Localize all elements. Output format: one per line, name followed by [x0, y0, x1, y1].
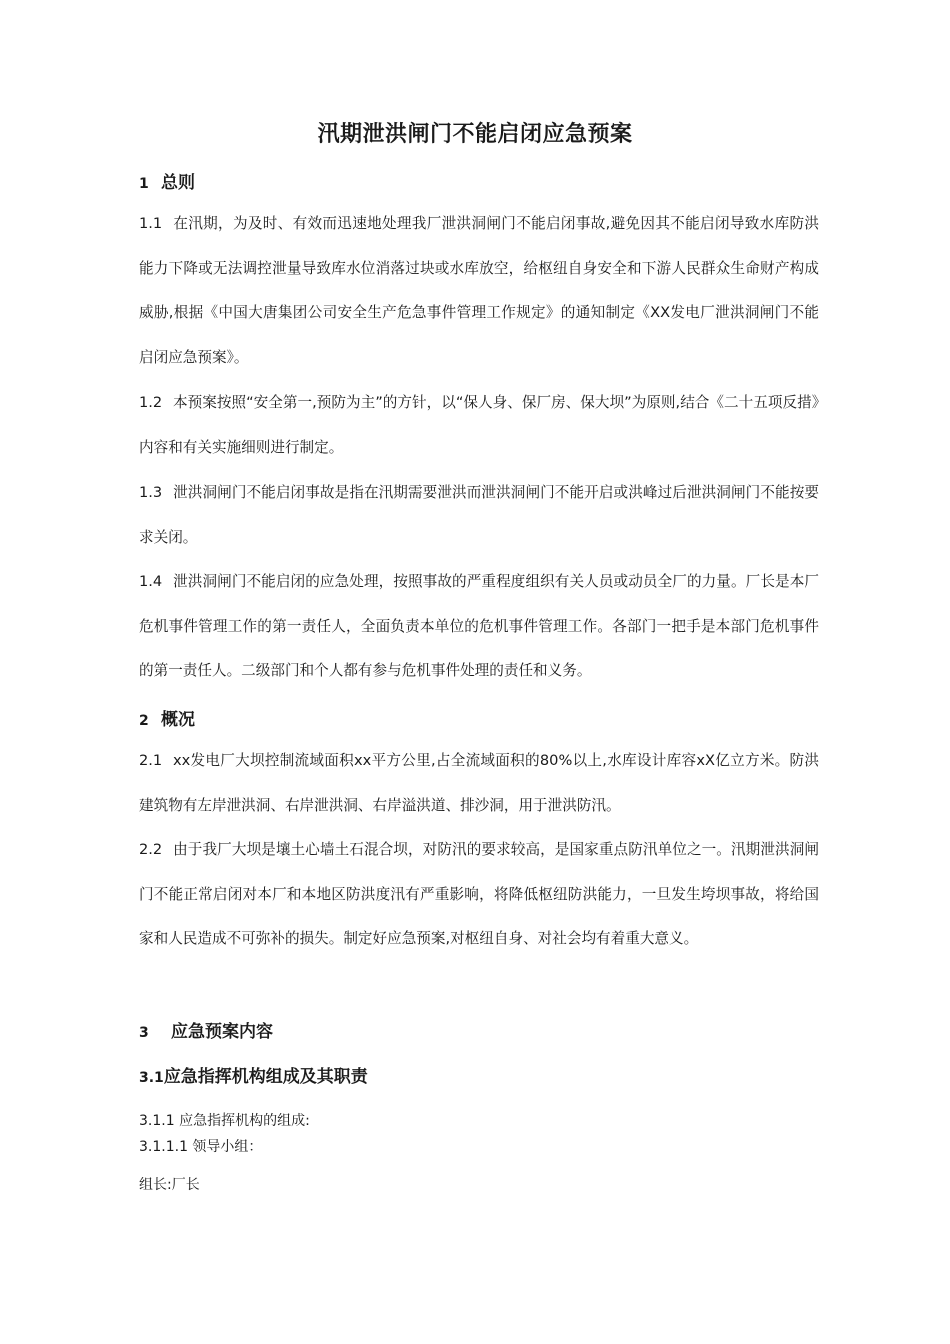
paragraph-1-2-text: 本预案按照“安全第一,预防为主”的方针，以“保人身、保厂房、保大坝”为原则,结合《二十五项反措》内容和有关实施细则进行制定。: [139, 394, 819, 456]
section-3-title: 应急预案内容: [171, 1022, 273, 1042]
paragraph-1-1-text: 在汛期，为及时、有效而迅速地处理我厂泄洪洞闸门不能启闭事故,避免因其不能启闭导致水库防洪能力下降或无法调控泄量导致库水位消落过块或水库放空，给枢纽自身安全和下游人民群众生命财产构成威胁,根据《中国大唐集团公司安全生产危急事件管理工作规定》的通知制定《XX发电厂泄洪洞闸门不能启闭应急预案》。: [139, 215, 819, 366]
paragraph-2-1: [139, 739, 819, 828]
paragraph-2-2-number: 2.2: [139, 841, 163, 858]
paragraph-1-4-number: 1.4: [139, 573, 163, 590]
paragraph-1-2-number: 1.2: [139, 394, 163, 411]
line-leader: 组长:厂长: [139, 1177, 200, 1193]
paragraph-1-4-text: 泄洪洞闸门不能启闭的应急处理，按照事故的严重程度组织有关人员或动员全厂的力量。厂长是本厂危机事件管理工作的第一责任人，全面负责本单位的危机事件管理工作。各部门一把手是本部门危机事件的第一责任人。二级部门和个人都有参与危机事件处理的责任和义务。: [139, 573, 819, 679]
paragraph-1-3: [139, 471, 819, 560]
paragraph-2-2: [139, 828, 819, 962]
section-3-1-number: 3.1: [139, 1070, 164, 1086]
paragraph-1-3-text: 泄洪洞闸门不能启闭事故是指在汛期需要泄洪而泄洪洞闸门不能开启或洪峰过后泄洪洞闸门不能按要求关闭。: [139, 484, 819, 546]
paragraph-1-1: [139, 202, 819, 380]
paragraph-1-3-number: 1.3: [139, 484, 163, 501]
section-3-number: 3: [139, 1025, 149, 1041]
section-3-1-title: 应急指挥机构组成及其职责: [163, 1067, 368, 1087]
section-2-heading: [139, 705, 195, 730]
section-1-heading: [139, 168, 195, 193]
paragraph-1-1-number: 1.1: [139, 215, 163, 232]
document-title: 汛期泄洪闸门不能启闭应急预案: [317, 122, 633, 147]
section-1-title: 总则: [161, 173, 195, 193]
paragraph-1-4: [139, 560, 819, 694]
section-1-number: 1: [139, 176, 149, 192]
line-3-1-1-1: 3.1.1.1 领导小组：: [139, 1139, 263, 1155]
section-3-1-heading: [139, 1062, 368, 1087]
section-3-heading: [139, 1017, 273, 1042]
line-3-1-1: 3.1.1 应急指挥机构的组成:: [139, 1113, 310, 1129]
paragraph-1-2: [139, 381, 819, 470]
paragraph-2-1-text: xx发电厂大坝控制流域面积xx平方公里,占全流域面积的80%以上,水库设计库容xX亿立方米。防洪建筑物有左岸泄洪洞、右岸泄洪洞、右岸溢洪道、排沙洞，用于泄洪防汛。: [139, 752, 819, 814]
paragraph-2-1-number: 2.1: [139, 752, 163, 769]
paragraph-2-2-text: 由于我厂大坝是壤土心墙土石混合坝，对防汛的要求较高，是国家重点防汛单位之一。汛期泄洪洞闸门不能正常启闭对本厂和本地区防洪度汛有严重影响，将降低枢纽防洪能力，一旦发生垮坝事故，将给国家和人民造成不可弥补的损失。制定好应急预案,对枢纽自身、对社会均有着重大意义。: [139, 841, 819, 947]
section-2-number: 2: [139, 713, 149, 729]
section-2-title: 概况: [161, 710, 195, 730]
